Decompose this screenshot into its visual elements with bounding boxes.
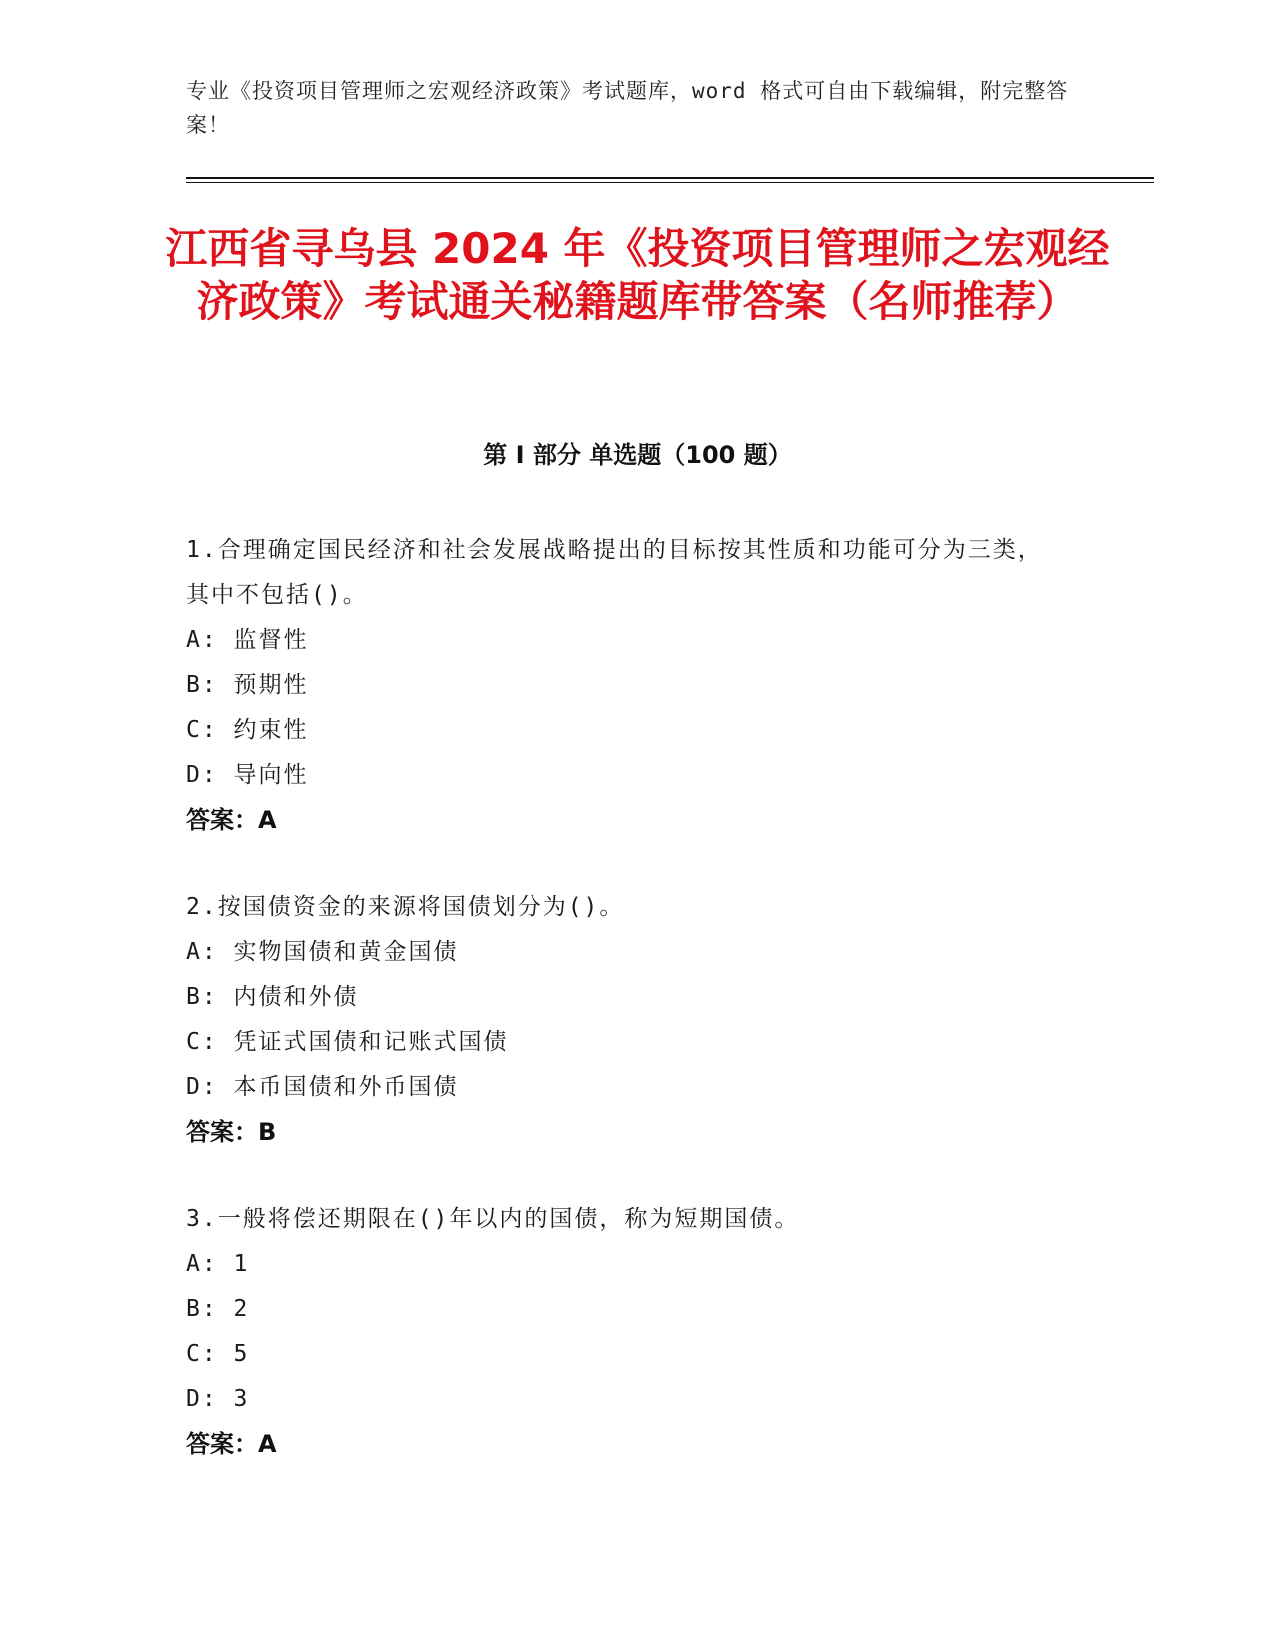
option-d: D: 导向性 bbox=[186, 762, 309, 788]
question-1 bbox=[186, 528, 1066, 843]
answer-line: 答案：A bbox=[186, 1430, 277, 1458]
option-b: B: 2 bbox=[186, 1296, 250, 1322]
question-3 bbox=[186, 1197, 1066, 1467]
answer-line: 答案：A bbox=[186, 806, 277, 834]
section-title: 第 I 部分 单选题（100 题） bbox=[483, 441, 792, 469]
header-note: 专业《投资项目管理师之宏观经济政策》考试题库，word 格式可自由下载编辑，附完整答案！ bbox=[186, 79, 1069, 137]
option-d: D: 3 bbox=[186, 1386, 250, 1412]
question-stem: 3.一般将偿还期限在()年以内的国债，称为短期国债。 bbox=[186, 1206, 800, 1232]
option-a: A: 实物国债和黄金国债 bbox=[186, 939, 459, 965]
option-b: B: 预期性 bbox=[186, 672, 309, 698]
header-divider-thin bbox=[186, 182, 1154, 183]
option-c: C: 约束性 bbox=[186, 717, 309, 743]
option-c: C: 凭证式国债和记账式国债 bbox=[186, 1029, 509, 1055]
option-a: A: 监督性 bbox=[186, 627, 309, 653]
question-stem: 2.按国债资金的来源将国债划分为()。 bbox=[186, 894, 625, 920]
option-d: D: 本币国债和外币国债 bbox=[186, 1074, 459, 1100]
answer-line: 答案：B bbox=[186, 1118, 277, 1146]
document-title: 江西省寻乌县 2024 年《投资项目管理师之宏观经济政策》考试通关秘籍题库带答案（名师推荐） bbox=[165, 224, 1110, 326]
option-b: B: 内债和外债 bbox=[186, 984, 359, 1010]
question-2 bbox=[186, 885, 1066, 1155]
header-divider-thick bbox=[186, 177, 1154, 179]
option-a: A: 1 bbox=[186, 1251, 250, 1277]
option-c: C: 5 bbox=[186, 1341, 250, 1367]
question-list bbox=[186, 528, 1066, 1509]
question-stem: 1.合理确定国民经济和社会发展战略提出的目标按其性质和功能可分为三类，其中不包括()。 bbox=[186, 537, 1043, 608]
